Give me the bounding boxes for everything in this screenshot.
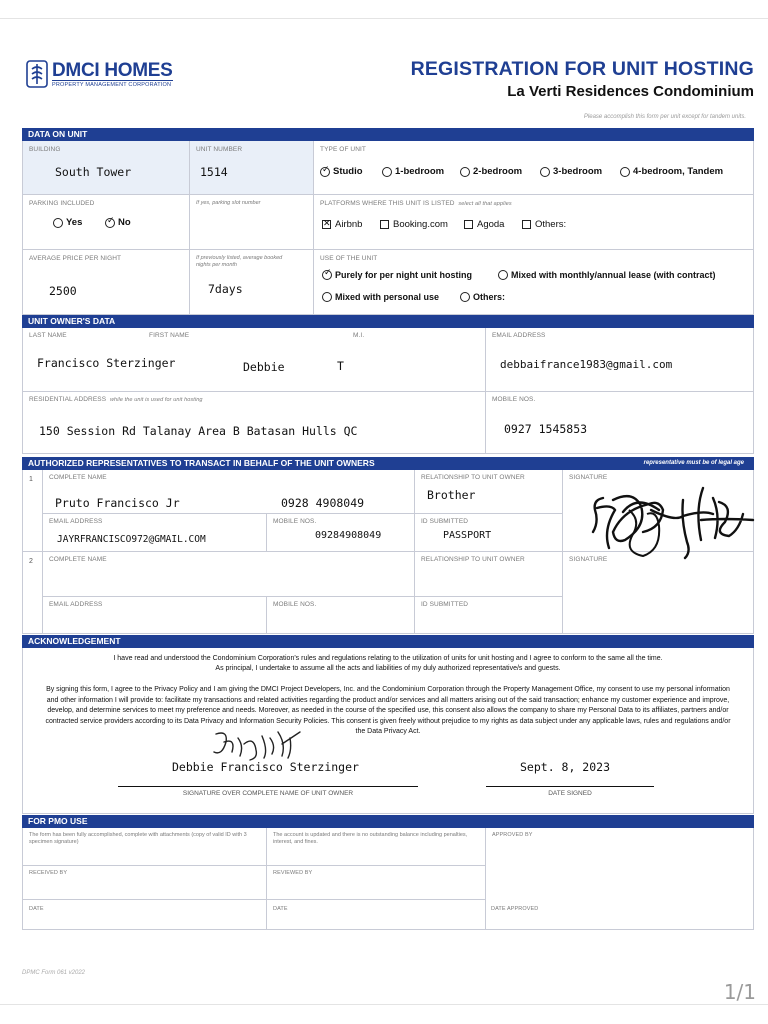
owner-name-cell [22, 328, 485, 392]
mi-label: M.I. [353, 332, 365, 339]
use-mixed-lease-radio[interactable]: Mixed with monthly/annual lease (with contract) [498, 270, 716, 280]
section-data-on-unit: DATA ON UNIT [22, 128, 754, 141]
pmo-check-2-text: The account is updated and there is no outstanding balance including penalties, interest, and fines. [273, 832, 468, 845]
rep-1-relationship-cell [414, 470, 562, 514]
owner-mobile-label: MOBILE NOS. [492, 396, 536, 403]
radio-checked-icon: ✓ [105, 218, 115, 228]
checkbox-icon [380, 220, 389, 229]
owner-signature-line [118, 786, 418, 787]
rep-2-number: 2 [29, 558, 33, 565]
address-label: RESIDENTIAL ADDRESS while the unit is used for unit hosting [29, 396, 203, 403]
rep-1-name-value[interactable]: Pruto Francisco Jr [55, 496, 180, 510]
rep-2-email-cell [42, 597, 266, 634]
received-date-cell [22, 900, 266, 930]
type-studio-radio[interactable]: ✓ Studio [322, 163, 363, 177]
ack-line-2: As principal, I undertake to assume all the acts and liabilities of my duly authorized representative/s and guests. [215, 665, 561, 672]
top-divider [0, 18, 768, 19]
rep-2-email-label: EMAIL ADDRESS [49, 601, 103, 608]
form-title: REGISTRATION FOR UNIT HOSTING [410, 58, 754, 80]
received-by-label: RECEIVED BY [29, 870, 68, 876]
platforms-label: PLATFORMS WHERE THIS UNIT IS LISTED select all that applies [320, 200, 512, 207]
rep-1-relationship-value[interactable]: Brother [427, 488, 476, 502]
rep-1-number-cell [22, 470, 42, 552]
rep-2-number-cell [22, 552, 42, 634]
building-label: BUILDING [29, 146, 61, 153]
unit-type-cell [313, 141, 754, 195]
rep-2-relationship-cell [414, 552, 562, 597]
received-date-label: DATE [29, 906, 44, 912]
type-4br-radio[interactable]: 4-bedroom, Tandem [620, 166, 723, 177]
pmo-check-1-cell [22, 828, 266, 866]
dmci-logo [26, 60, 173, 88]
rep-2-relationship-label: RELATIONSHIP TO UNIT OWNER [421, 556, 525, 563]
pmo-check-1-text: The form has been fully accomplished, complete with attachments (copy of valid ID with 3 specimen signature) [29, 832, 247, 845]
form-subtitle: La Verti Residences Condominium [507, 83, 754, 100]
platform-airbnb-checkbox[interactable]: ✕ Airbnb [323, 218, 363, 230]
parking-no-radio[interactable]: ✓ No [107, 214, 131, 228]
reviewed-by-label: REVIEWED BY [273, 870, 313, 876]
type-2br-radio[interactable]: 2-bedroom [460, 166, 522, 177]
unit-use-label: USE OF THE UNIT [320, 255, 378, 262]
unit-number-cell [189, 141, 313, 195]
rep-1-mobile-value[interactable]: 09284908049 [315, 530, 382, 541]
building-cell [22, 141, 189, 195]
platform-others-checkbox[interactable]: Others: [522, 219, 566, 230]
reviewed-date-cell [266, 900, 485, 930]
building-value[interactable]: South Tower [55, 165, 132, 179]
first-name-label: FIRST NAME [149, 332, 190, 339]
rep-1-signature-label: SIGNATURE [569, 474, 608, 481]
unit-number-label: UNIT NUMBER [196, 146, 243, 153]
last-name-label: LAST NAME [29, 332, 67, 339]
price-label: AVERAGE PRICE PER NIGHT [29, 255, 122, 262]
section-unit-owner: UNIT OWNER'S DATA [22, 315, 754, 328]
mi-value[interactable]: T [337, 359, 344, 373]
form-title-block [411, 58, 754, 100]
rep-1-id-cell [414, 514, 562, 552]
rep-2-id-cell [414, 597, 562, 634]
booked-nights-value[interactable]: 7days [208, 282, 243, 296]
rep-1-phone-value[interactable]: 0928 4908049 [281, 496, 365, 510]
section-acknowledgement: ACKNOWLEDGEMENT [22, 635, 754, 648]
use-others-radio[interactable]: Others: [460, 292, 505, 302]
rep-2-mobile-cell [266, 597, 414, 634]
owner-email-value[interactable]: debbaifrance1983@gmail.com [500, 358, 673, 371]
logo-name: DMCI HOMES [52, 59, 173, 81]
radio-icon [540, 167, 550, 177]
parking-label: PARKING INCLUDED [29, 200, 95, 207]
ack-paragraph-2: By signing this form, I agree to the Privacy Policy and I am giving the DMCI Project Developers, Inc. and the Condominium Corporation through the Property Management Office, my consent to use my personal information and other information I will provide to: facilitate my transactions and related activities regarding the product and/or services and all matters arising out of the said transaction; enhance my customer experience and improve, develop, and determine services to meet my preference and needs. Moreover, as needed in the course of the specified use, this consent also allows the company to share my Personal Data to its affiliates, partners and/or contracted service providers according to its Data Privacy and Information Security Policies. This consent is given freely without prejudice to my rights as data subject under any applicable laws, rules and regulations and/or the Data Privacy Act. [45, 686, 731, 735]
owner-email-label: EMAIL ADDRESS [492, 332, 546, 339]
rep-1-email-label: EMAIL ADDRESS [49, 518, 103, 525]
page-number: 1/1 [723, 980, 756, 1004]
checkbox-checked-icon: ✕ [323, 218, 331, 228]
received-by-cell [22, 866, 266, 900]
parking-slot-cell [189, 195, 313, 250]
radio-icon [460, 167, 470, 177]
rep-2-signature-label: SIGNATURE [569, 556, 608, 563]
type-3br-radio[interactable]: 3-bedroom [540, 166, 602, 177]
price-value[interactable]: 2500 [49, 284, 77, 298]
dmci-logo-icon [26, 60, 48, 88]
date-signed-line [486, 786, 654, 787]
parking-cell [22, 195, 189, 250]
parking-slot-label: If yes, parking slot number [196, 200, 261, 206]
legal-age-note: representative must be of legal age [643, 460, 744, 466]
date-signed-value[interactable]: Sept. 8, 2023 [520, 760, 611, 774]
parking-yes-radio[interactable]: Yes [53, 217, 82, 228]
rep-1-id-label: ID SUBMITTED [421, 518, 469, 525]
radio-icon [620, 167, 630, 177]
unit-type-label: TYPE OF UNIT [320, 146, 366, 153]
platforms-cell [313, 195, 754, 250]
owner-mobile-value[interactable]: 0927 1545853 [504, 422, 588, 436]
owner-mobile-cell [485, 392, 754, 454]
radio-icon [382, 167, 392, 177]
pmo-approved-cell [485, 828, 754, 930]
approved-by-label: APPROVED BY [492, 832, 533, 838]
date-signed-caption: DATE SIGNED [548, 790, 592, 797]
radio-checked-icon: ✓ [320, 167, 330, 177]
form-instruction: Please accomplish this form per unit except for tandem units. [583, 114, 746, 120]
rep-1-relationship-label: RELATIONSHIP TO UNIT OWNER [421, 474, 525, 481]
rep-2-mobile-label: MOBILE NOS. [273, 601, 317, 608]
unit-use-cell [313, 250, 754, 315]
last-name-value[interactable]: Francisco Sterzinger [37, 356, 176, 370]
platform-agoda-checkbox[interactable]: Agoda [464, 219, 504, 230]
rep-2-id-label: ID SUBMITTED [421, 601, 469, 608]
type-1br-radio[interactable]: 1-bedroom [382, 166, 444, 177]
rep-1-name-label: COMPLETE NAME [49, 474, 107, 481]
bottom-divider [0, 1004, 768, 1005]
use-per-night-radio[interactable]: ✓ Purely for per night unit hosting [324, 267, 472, 280]
rep-1-mobile-cell [266, 514, 414, 552]
rep-2-name-cell [42, 552, 414, 597]
owner-printed-name[interactable]: Debbie Francisco Sterzinger [172, 760, 359, 774]
rep-1-mobile-label: MOBILE NOS. [273, 518, 317, 525]
radio-icon [53, 218, 63, 228]
date-approved-label: DATE APPROVED [491, 906, 539, 912]
booked-nights-cell [189, 250, 313, 315]
ack-line-1: I have read and understood the Condominium Corporation's rules and regulations relating to the utilization of units for unit hosting and I agree to conform to the same all the time. [113, 655, 663, 662]
rep-1-email-cell [42, 514, 266, 552]
owner-signature-image [210, 728, 310, 764]
rep-2-signature-cell [562, 552, 754, 634]
platform-booking-checkbox[interactable]: Booking.com [380, 219, 448, 230]
checkbox-icon [522, 220, 531, 229]
form-code: DPMC Form 061 v2022 [22, 970, 86, 976]
pmo-check-2-cell [266, 828, 485, 866]
rep-1-name-cell [42, 470, 414, 514]
use-mixed-personal-radio[interactable]: Mixed with personal use [322, 292, 439, 302]
checkbox-icon [464, 220, 473, 229]
address-cell [22, 392, 485, 454]
section-representatives: AUTHORIZED REPRESENTATIVES TO TRANSACT IN BEHALF OF THE UNIT OWNERS representative must be of legal age [22, 457, 754, 470]
owner-signature-caption: SIGNATURE OVER COMPLETE NAME OF UNIT OWNER [182, 790, 354, 797]
logo-subtitle: PROPERTY MANAGEMENT CORPORATION [52, 81, 172, 88]
price-cell [22, 250, 189, 315]
reviewed-date-label: DATE [273, 906, 288, 912]
rep-1-email-value[interactable]: JAYRFRANCISCO972@GMAIL.COM [57, 534, 206, 545]
radio-icon [322, 292, 332, 302]
rep-2-name-label: COMPLETE NAME [49, 556, 107, 563]
address-value[interactable]: 150 Session Rd Talanay Area B Batasan Hulls QC [39, 424, 358, 438]
first-name-value[interactable]: Debbie [243, 360, 285, 374]
booked-nights-label: If previously listed, average booked nights per month [196, 255, 283, 268]
radio-icon [460, 292, 470, 302]
ack-paragraph-1 [42, 654, 734, 674]
reviewed-by-cell [266, 866, 485, 900]
rep-1-signature-cell [562, 470, 754, 552]
rep-1-id-value[interactable]: PASSPORT [443, 530, 492, 541]
radio-checked-icon: ✓ [322, 270, 332, 280]
radio-icon [498, 270, 508, 280]
rep-1-number: 1 [29, 476, 33, 483]
owner-email-cell [485, 328, 754, 392]
unit-number-value[interactable]: 1514 [200, 165, 228, 179]
section-pmo-use: FOR PMO USE [22, 815, 754, 828]
